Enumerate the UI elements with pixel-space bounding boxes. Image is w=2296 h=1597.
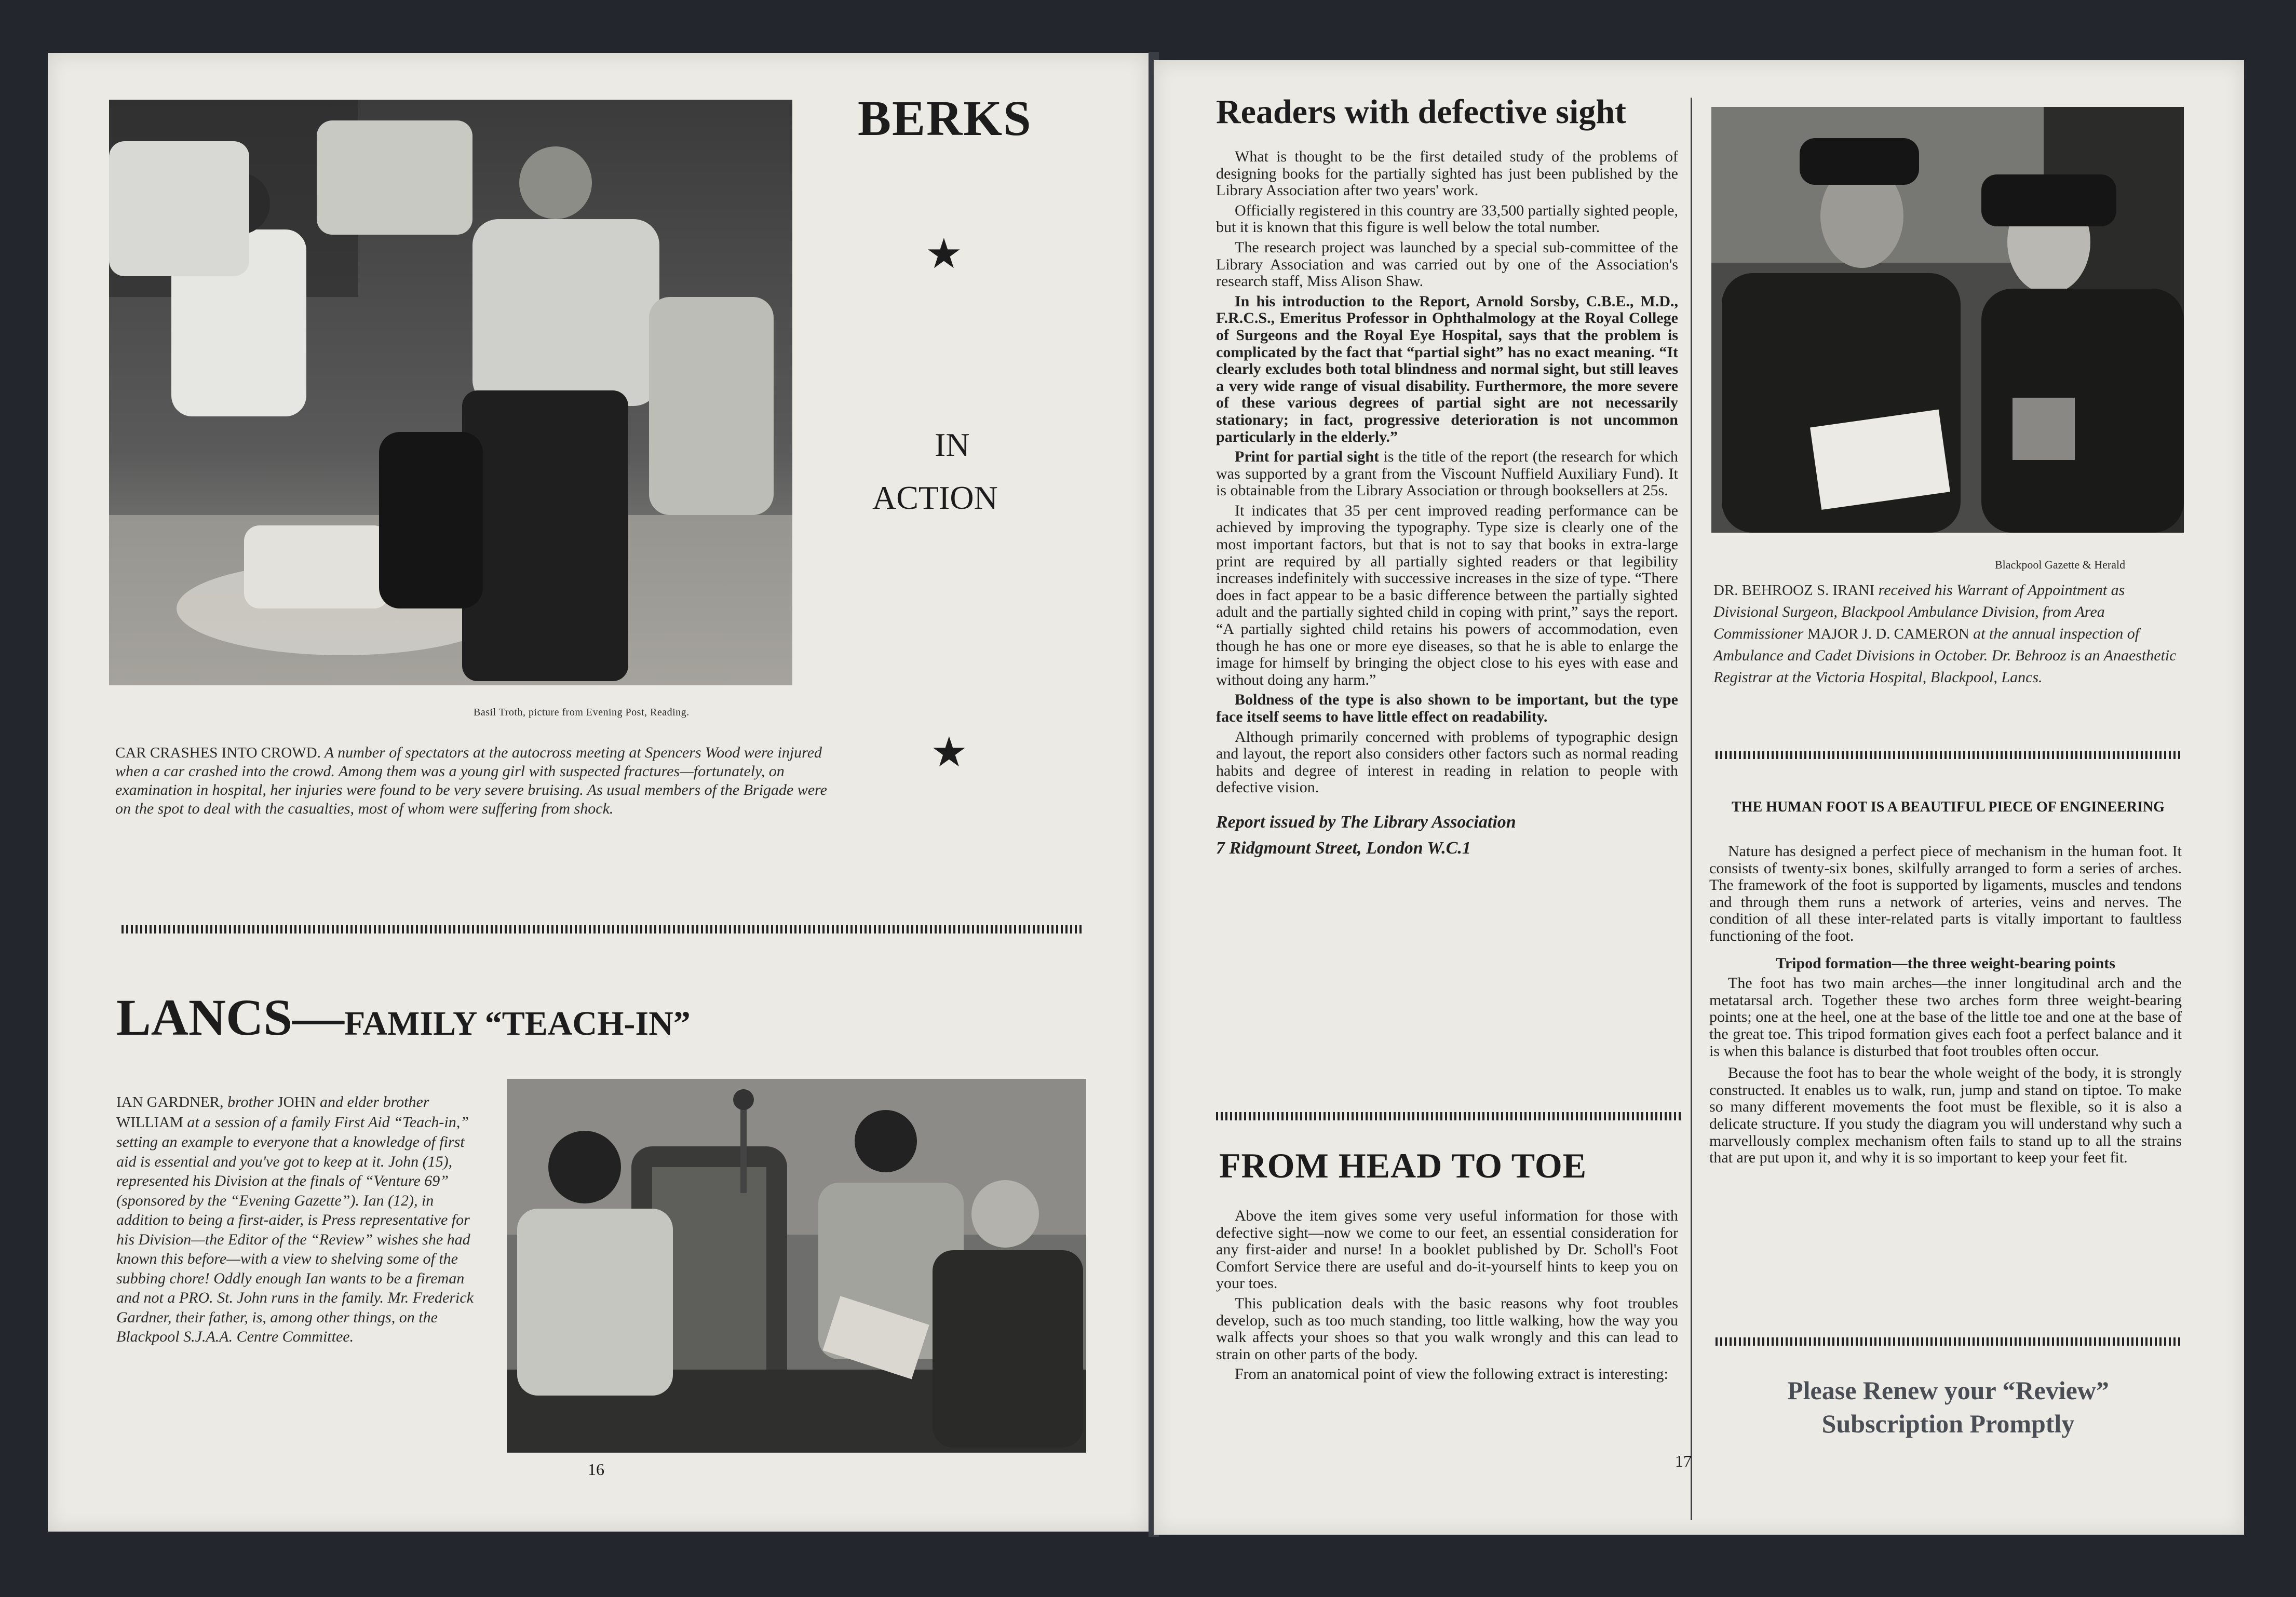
column-divider bbox=[1691, 98, 1692, 1520]
sight-article bbox=[1216, 148, 1678, 863]
car-crash-caption bbox=[115, 743, 832, 818]
report-line1: Report issued by The Library Association bbox=[1216, 812, 1516, 832]
print-rest: is the title of the report (the research for which was supported by a grant from the Viscount Nuffield Auxiliary Fund). It is obtainable from the Library Association or through booksellers at 25s. bbox=[1216, 448, 1678, 499]
lancs-caption-part: and elder brother bbox=[316, 1093, 429, 1111]
irani-caption bbox=[1713, 579, 2181, 688]
divider-rule-toe bbox=[1216, 1112, 1683, 1120]
article-paragraph: From an anatomical point of view the following extract is interesting: bbox=[1235, 1365, 1668, 1383]
irani-caption-part: received his Warrant of Appointment as Divisional Surgeon, Blackpool Ambulance Division, from Area Commissioner bbox=[1713, 581, 2125, 642]
irani-photo-credit: Blackpool Gazette & Herald bbox=[1995, 558, 2126, 571]
photo1-credit: Basil Troth, picture from Evening Post, Reading. bbox=[474, 707, 690, 718]
article-paragraph: This publication deals with the basic reasons why foot troubles develop, such as too much standing, too little walking, how the way you walk affects your shoes so that you walk wrongly and this can lead to strain on other parts of the body. bbox=[1216, 1294, 1678, 1363]
right-page bbox=[1154, 60, 2244, 1535]
toe-title: FROM HEAD TO TOE bbox=[1219, 1146, 1587, 1185]
article-paragraph: In his introduction to the Report, Arnold Sorsby, C.B.E., M.D., F.R.C.S., Emeritus Professor in Ophthalmology at the Royal College of Surgeons and the Royal Eye Hospital, says that the problem is complicated by the fact that “partial sight” has no exact meaning. “It clearly excludes both total blindness and normal sight, but still leaves a very wide range of visual disability. Furthermore, the more severe of these various degrees of partial sight are not necessarily stationary; in fact, progressive deterioration is not uncommon particularly in the elderly.” bbox=[1216, 292, 1678, 445]
sight-title: Readers with defective sight bbox=[1216, 93, 1627, 131]
star-top: ★ bbox=[925, 232, 963, 277]
car-crash-photo bbox=[109, 100, 792, 685]
in-label: IN bbox=[935, 426, 970, 463]
print-paragraph bbox=[1216, 449, 1678, 499]
foot-paragraph-1: Nature has designed a perfect piece of mechanism in the human foot. It consists of twenty-six bones, skilfully arranged to form a series of arches. The framework of the foot is supported by ligaments, muscles and tendons and through them runs a network of arteries, veins and nerves. The condition of all these inter-related parts is vitally important to faultless functioning of the foot. bbox=[1709, 843, 2182, 944]
foot-article bbox=[1709, 843, 2182, 1170]
irani-caption-part: at the annual inspection of Ambulance and Cadet Divisions in October. Dr. Behrooz is an Anaesthetic Registrar at the Victoria Hospital, Blackpool, Lancs. bbox=[1713, 625, 2177, 686]
article-paragraph: Although primarily concerned with problems of typographic design and layout, the report also considers other factors such as normal reading habits and degree of interest in reading in relation to people with defective vision. bbox=[1216, 728, 1678, 796]
lancs-heading bbox=[116, 987, 691, 1047]
toe-article bbox=[1216, 1208, 1678, 1386]
lancs-caption-part: WILLIAM bbox=[116, 1114, 183, 1131]
star-bottom: ★ bbox=[930, 730, 968, 776]
article-paragraph: Above the item gives some very useful information for those with defective sight—now we come to our feet, an essential consideration for any first-aider and nurse! In a booklet published by Dr. Scholl's Foot Comfort Service there are useful and do-it-yourself hints to keep you on your toes. bbox=[1216, 1207, 1678, 1292]
irani-photo bbox=[1711, 107, 2184, 533]
lancs-title-b: FAMILY “TEACH-IN” bbox=[344, 1005, 691, 1043]
tripod-title: Tripod formation—the three weight-bearing points bbox=[1776, 954, 2115, 972]
foot-paragraph-3: Because the foot has to bear the whole weight of the body, it is strongly constructed. It enables us to walk, run, jump and stand on tiptoe. To make so many different movements the foot must be flexible, so it is also a delicate structure. If you study the diagram you will understand why such a marvellously complex mechanism often fails to stand up to all the strains that are put upon it, and why it is so important to keep your feet fit. bbox=[1709, 1064, 2182, 1167]
lancs-caption-part: at a session of a family First Aid “Teach-in,” setting an example to everyone that a knowledge of first aid is essential and you've got to keep at it. John (15), represented his Division at the finals of “Venture 69” (sponsored by the “Evening Gazette”). Ian (12), in addition to being a first-aider, is Press representative for his Division—the Editor of the “Review” wishes she had known this before—with a view to shelving some of the subbing chore! Oddly enough Ian wants to be a fireman and not a PRO. St. John runs in the family. Mr. Frederick Gardner, their father, is, among other things, on the Blackpool S.J.A.A. Centre Committee. bbox=[116, 1113, 474, 1345]
irani-caption-part: DR. BEHROOZ S. IRANI bbox=[1713, 582, 1875, 599]
lancs-title-a: LANCS— bbox=[116, 989, 344, 1046]
article-paragraph: What is thought to be the first detailed study of the problems of designing books for the partially sighted has just been published by the Library Association after two years' work. bbox=[1216, 148, 1678, 199]
article-paragraph: It indicates that 35 per cent improved reading performance can be achieved by improving the typography. Type size is clearly one of the most important factors, but that is not to say that books in extra-large print are required by all partially sighted readers or that legibility increases indefinitely with successive increases in the size of type. “There does in fact appear to be a basic difference between the partially sighted adult and the partially sighted child in coping with print,” says the report. “A partially sighted child retains his powers of accommodation, even though he has one or more eye diseases, so that he is able to enlarge the image for himself by bringing the object close to his eyes with ease and without doing any harm.” bbox=[1216, 502, 1678, 688]
foot-paragraph-2: The foot has two main arches—the inner longitudinal arch and the metatarsal arch. Together these two arches form three weight-bearing points; one at the heel, one at the base of the little toe and one at the base of the great toe. This tripod formation gives each foot a perfect balance and it is when this balance is disturbed that foot troubles often occur. bbox=[1709, 975, 2182, 1060]
action-label: ACTION bbox=[872, 479, 998, 516]
car-caption-lead: CAR CRASHES INTO CROWD. bbox=[115, 745, 321, 761]
irani-caption-part: MAJOR J. D. CAMERON bbox=[1807, 626, 1969, 642]
lancs-caption-part: JOHN bbox=[277, 1094, 316, 1111]
renew-line-1: Please Renew your “Review” bbox=[1787, 1376, 2109, 1405]
berks-title: BERKS bbox=[858, 90, 1032, 146]
divider-rule-renew bbox=[1716, 1337, 2183, 1346]
page-number-16: 16 bbox=[588, 1460, 604, 1479]
article-paragraph: Officially registered in this country are 33,500 partially sighted people, but it is known that this figure is well below the total number. bbox=[1216, 201, 1678, 236]
article-paragraph: The research project was launched by a special sub-committee of the Library Association and was carried out by one of the Association's research staff, Miss Alison Shaw. bbox=[1216, 238, 1678, 290]
left-page bbox=[48, 53, 1149, 1532]
report-line2: 7 Ridgmount Street, London W.C.1 bbox=[1216, 838, 1471, 858]
lancs-caption-part: , brother bbox=[219, 1093, 278, 1111]
lancs-caption-part: IAN GARDNER bbox=[116, 1094, 220, 1111]
renew-notice bbox=[1709, 1374, 2187, 1440]
family-teach-in-photo bbox=[507, 1079, 1086, 1453]
page-number-17: 17 bbox=[1675, 1452, 1692, 1470]
renew-line-2: Subscription Promptly bbox=[1821, 1409, 2075, 1438]
car-caption-body: A number of spectators at the autocross meeting at Spencers Wood were injured when a car crashed into the crowd. Among them was a young girl with suspected fractures—fortunately, on examination in hospital, her injuries were found to be very severe bruising. As usual members of the Brigade were on the spot to deal with the casualties, most of whom were suffering from shock. bbox=[115, 744, 827, 817]
lancs-caption bbox=[116, 1092, 480, 1347]
foot-title: THE HUMAN FOOT IS A BEAUTIFUL PIECE OF ENGINEERING bbox=[1732, 799, 2165, 815]
article-paragraph: Boldness of the type is also shown to be important, but the type face itself seems to have little effect on readability. bbox=[1216, 691, 1678, 725]
divider-rule bbox=[121, 925, 1082, 933]
divider-rule-foot bbox=[1716, 751, 2183, 759]
print-lead: Print for partial sight bbox=[1235, 448, 1380, 466]
